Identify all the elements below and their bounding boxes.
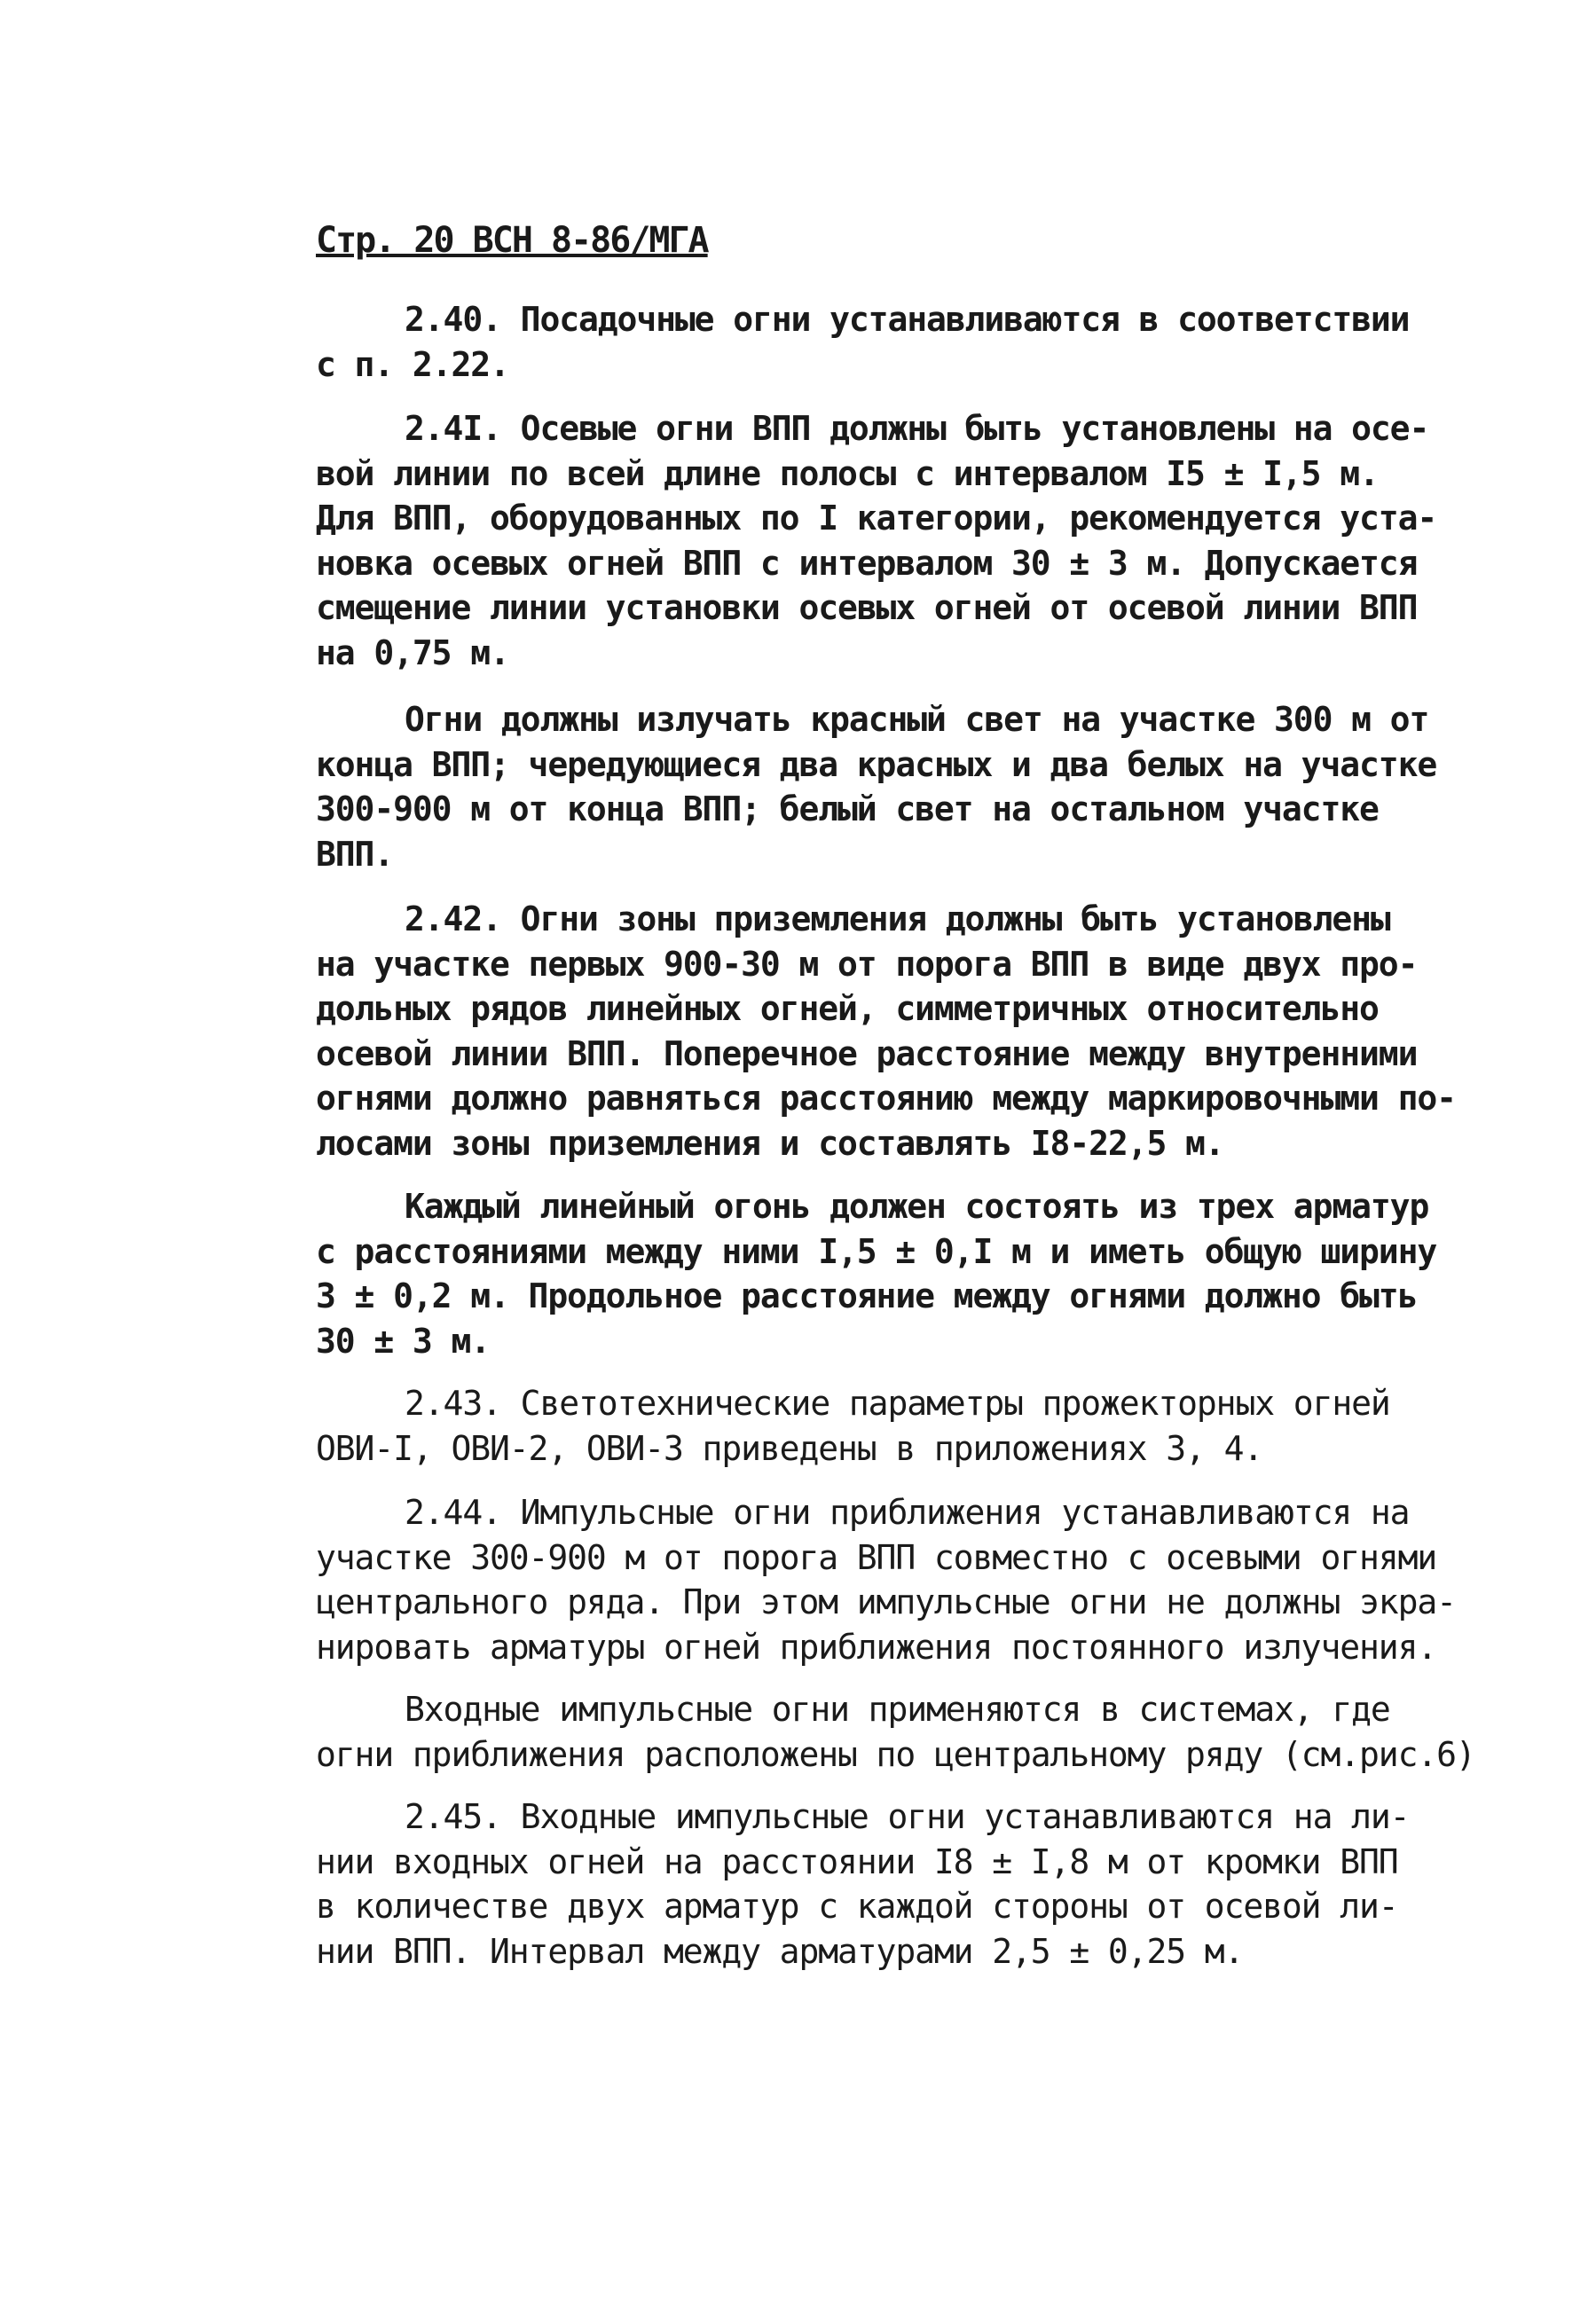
text-line: огнями должно равняться расстоянию между маркировочными по- bbox=[316, 1079, 1456, 1118]
text-line: Для ВПП, оборудованных по I категории, рекомендуется уста- bbox=[316, 499, 1437, 538]
text-line: 2.42. Огни зоны приземления должны быть установлены bbox=[405, 899, 1390, 938]
text-line: участке 300-900 м от порога ВПП совместно с осевыми огнями bbox=[316, 1537, 1437, 1577]
text-line: с расстояниями между ними I,5 ± 0,I м и иметь общую ширину bbox=[316, 1231, 1437, 1271]
paragraph-2-45 bbox=[316, 1794, 1410, 1974]
text-line: конца ВПП; чередующиеся два красных и два белых на участке bbox=[316, 744, 1437, 784]
text-line: лосами зоны приземления и составлять I8-22,5 м. bbox=[316, 1123, 1224, 1163]
text-line: дольных рядов линейных огней, симметричных относительно bbox=[316, 989, 1379, 1028]
text-line: Огни должны излучать красный свет на участке 300 м от bbox=[405, 700, 1429, 739]
text-line: смещение линии установки осевых огней от осевой линии ВПП bbox=[316, 588, 1418, 627]
text-line: 2.43. Светотехнические параметры прожекторных огней bbox=[405, 1384, 1390, 1423]
text-line: ВПП. bbox=[316, 834, 394, 874]
paragraph-2-40 bbox=[316, 297, 1410, 387]
text-line: с п. 2.22. bbox=[316, 344, 509, 384]
text-line: осевой линии ВПП. Поперечное расстояние между внутренними bbox=[316, 1033, 1418, 1073]
text-line: центрального ряда. При этом импульсные огни не должны экра- bbox=[316, 1582, 1456, 1621]
paragraph-2-44 bbox=[316, 1490, 1456, 1669]
paragraph-2-41 bbox=[316, 406, 1437, 675]
text-line: Входные импульсные огни применяются в системах, где bbox=[405, 1690, 1390, 1729]
paragraph-2-42 bbox=[316, 897, 1456, 1166]
paragraph-input-pulse-lights bbox=[316, 1687, 1475, 1777]
text-line: нировать арматуры огней приближения постоянного излучения. bbox=[316, 1627, 1437, 1667]
text-line: 2.44. Импульсные огни приближения устанавливаются на bbox=[405, 1493, 1410, 1532]
text-line: на участке первых 900-30 м от порога ВПП в виде двух про- bbox=[316, 944, 1418, 984]
paragraph-linear-light bbox=[316, 1184, 1437, 1363]
paragraph-2-43 bbox=[316, 1381, 1398, 1471]
text-line: 300-900 м от конца ВПП; белый свет на остальном участке bbox=[316, 789, 1379, 828]
text-line: огни приближения расположены по центральному ряду (см.рис.6) bbox=[316, 1734, 1475, 1774]
text-line: нии входных огней на расстоянии I8 ± I,8 м от кромки ВПП bbox=[316, 1841, 1398, 1881]
text-line: 3 ± 0,2 м. Продольное расстояние между огнями должно быть bbox=[316, 1276, 1418, 1315]
text-line: новка осевых огней ВПП с интервалом 30 ± 3 м. Допускается bbox=[316, 543, 1418, 583]
text-line: ОВИ-I, ОВИ-2, ОВИ-3 приведены в приложениях 3, 4. bbox=[316, 1428, 1263, 1468]
text-line: на 0,75 м. bbox=[316, 632, 509, 672]
paragraph-lights-colour bbox=[316, 697, 1437, 876]
text-line: нии ВПП. Интервал между арматурами 2,5 ± 0,25 м. bbox=[316, 1931, 1244, 1971]
page-header: Стр. 20 ВСН 8-86/МГА bbox=[316, 220, 708, 261]
text-line: Каждый линейный огонь должен состоять из трех арматур bbox=[405, 1187, 1429, 1226]
text-line: 2.4I. Осевые огни ВПП должны быть установлены на осе- bbox=[405, 409, 1429, 448]
text-line: 2.40. Посадочные огни устанавливаются в соответствии bbox=[405, 300, 1410, 339]
text-line: в количестве двух арматур с каждой стороны от осевой ли- bbox=[316, 1887, 1398, 1926]
text-line: 2.45. Входные импульсные огни устанавливаются на ли- bbox=[405, 1797, 1410, 1836]
text-line: вой линии по всей длине полосы с интервалом I5 ± I,5 м. bbox=[316, 453, 1379, 493]
text-line: 30 ± 3 м. bbox=[316, 1321, 491, 1361]
